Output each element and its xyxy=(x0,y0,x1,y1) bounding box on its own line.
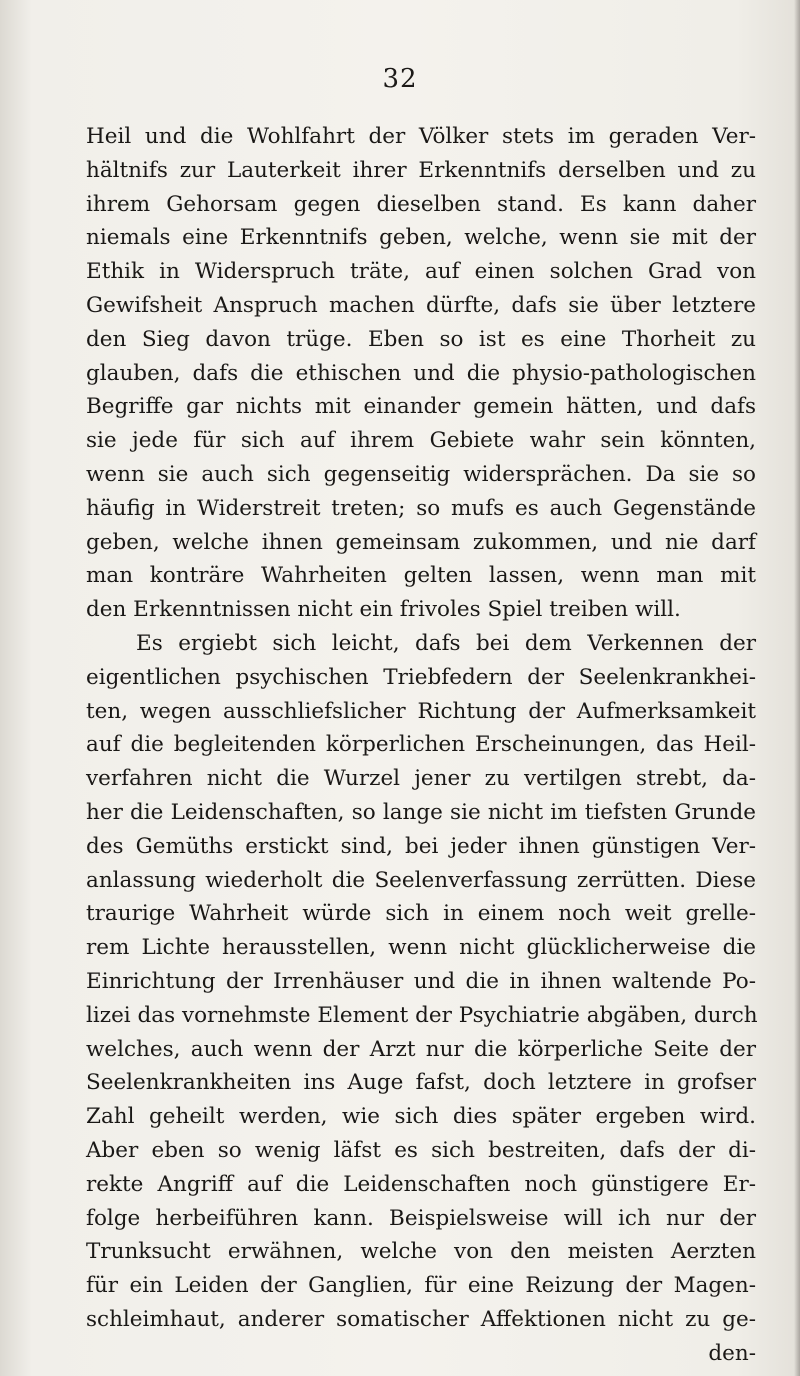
text-line: Einrichtung der Irrenhäuser und die in ihnen waltende Po- xyxy=(86,968,756,994)
text-line: ten, wegen ausschliefslicher Richtung der Aufmerksamkeit xyxy=(86,698,756,724)
text-line: her die Leidenschaften, so lange sie nicht im tiefsten Grunde xyxy=(86,799,756,825)
text-line: man konträre Wahrheiten gelten lassen, wenn man mit xyxy=(86,563,756,589)
text-line: welches, auch wenn der Arzt nur die körperliche Seite der xyxy=(86,1036,756,1062)
body-text xyxy=(86,120,756,1370)
text-line: ihrem Gehorsam gegen dieselben stand. Es kann daher xyxy=(86,191,756,217)
text-line: Es ergiebt sich leicht, dafs bei dem Verkennen der xyxy=(136,630,756,656)
text-line: verfahren nicht die Wurzel jener zu vertilgen strebt, da- xyxy=(86,766,756,792)
text-line: Gewifsheit Anspruch machen dürfte, dafs sie über letztere xyxy=(86,292,756,318)
text-line: Ethik in Widerspruch träte, auf einen solchen Grad von xyxy=(86,259,756,285)
text-line: Heil und die Wohlfahrt der Völker stets im geraden Ver- xyxy=(86,124,756,149)
text-line: den Sieg davon trüge. Eben so ist es eine Thorheit zu xyxy=(86,326,756,352)
text-line: den Erkenntnissen nicht ein frivoles Spiel treiben will. xyxy=(86,597,681,623)
text-line: traurige Wahrheit würde sich in einem noch weit grelle- xyxy=(86,901,756,927)
text-line: schleimhaut, anderer somatischer Affektionen nicht zu ge- xyxy=(86,1306,756,1332)
text-line: eigentlichen psychischen Triebfedern der Seelenkrankhei- xyxy=(86,664,756,690)
text-line: rekte Angriff auf die Leidenschaften noch günstigere Er- xyxy=(86,1171,756,1197)
text-line: sie jede für sich auf ihrem Gebiete wahr sein könnten, xyxy=(86,428,756,454)
text-line: anlassung wiederholt die Seelenverfassung zerrütten. Diese xyxy=(86,867,756,893)
text-line: wenn sie auch sich gegenseitig widersprächen. Da sie so xyxy=(86,461,756,487)
text-line: hältnifs zur Lauterkeit ihrer Erkenntnifs derselben und zu xyxy=(86,157,756,183)
text-line: den- xyxy=(708,1340,756,1366)
text-line: des Gemüths erstickt sind, bei jeder ihnen günstigen Ver- xyxy=(86,833,756,859)
text-line: glauben, dafs die ethischen und die physio-pathologischen xyxy=(86,360,756,386)
text-line: Trunksucht erwähnen, welche von den meisten Aerzten xyxy=(86,1239,756,1265)
text-line: niemals eine Erkenntnifs geben, welche, wenn sie mit der xyxy=(86,225,756,251)
text-line: geben, welche ihnen gemeinsam zukommen, und nie darf xyxy=(86,529,756,555)
text-line: häufig in Widerstreit treten; so mufs es auch Gegenstände xyxy=(86,495,756,521)
page-number: 32 xyxy=(382,64,418,94)
text-line: Seelenkrankheiten ins Auge fafst, doch letztere in grofser xyxy=(86,1070,756,1096)
text-line: folge herbeiführen kann. Beispielsweise will ich nur der xyxy=(86,1205,756,1231)
text-line: lizei das vornehmste Element der Psychiatrie abgäben, durch xyxy=(86,1002,758,1028)
text-line: Aber eben so wenig läfst es sich bestreiten, dafs der di- xyxy=(86,1137,756,1163)
text-line: Begriffe gar nichts mit einander gemein hätten, und dafs xyxy=(86,394,756,420)
text-line: Zahl geheilt werden, wie sich dies später ergeben wird. xyxy=(86,1104,756,1130)
page-edge-shadow xyxy=(794,0,800,1376)
text-line: rem Lichte herausstellen, wenn nicht glücklicherweise die xyxy=(86,935,756,961)
text-line: für ein Leiden der Ganglien, für eine Reizung der Magen- xyxy=(86,1273,756,1299)
text-line: auf die begleitenden körperlichen Erscheinungen, das Heil- xyxy=(86,732,756,758)
